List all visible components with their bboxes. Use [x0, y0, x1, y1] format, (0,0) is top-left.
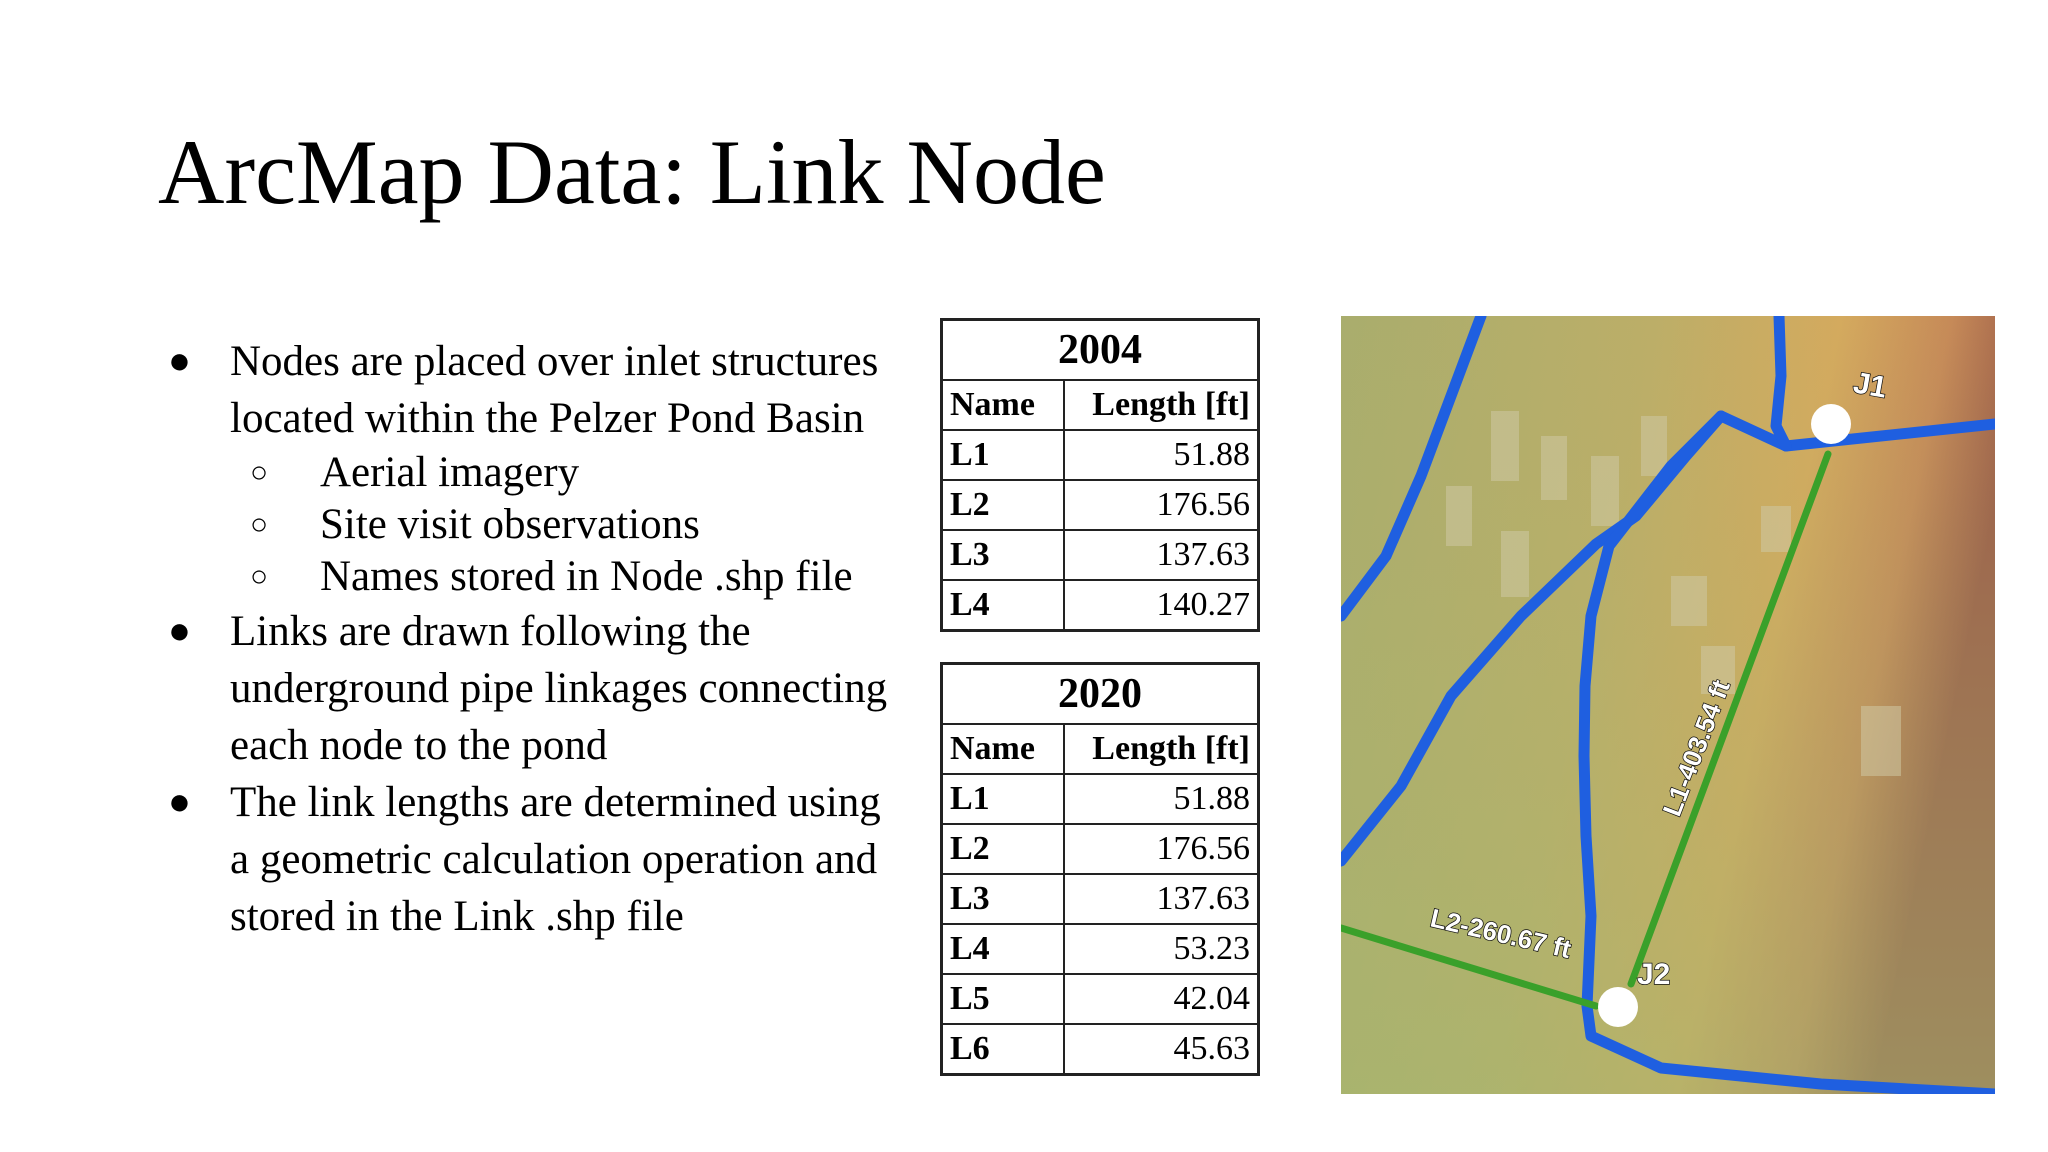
cell-length: 137.63: [1064, 874, 1259, 924]
cell-length: 140.27: [1064, 580, 1259, 631]
slide-title: ArcMap Data: Link Node: [158, 121, 1106, 223]
bullet-list: [160, 333, 900, 945]
sub-bullet-site-visit: [160, 499, 900, 551]
cell-name: L6: [942, 1024, 1065, 1075]
cell-length: 45.63: [1064, 1024, 1259, 1075]
bullet-dot: ●: [168, 610, 191, 652]
header-name: Name: [942, 380, 1065, 430]
table-year: 2004: [942, 320, 1259, 381]
cell-name: L3: [942, 874, 1065, 924]
table-row: [942, 774, 1259, 824]
bullet-dot: ●: [168, 340, 191, 382]
bullet-links: [160, 603, 900, 774]
link-l1-label: L1-403.54 ft: [1656, 675, 1736, 821]
link-node-map: [1341, 316, 1995, 1094]
bullet-lengths-text: The link lengths are determined using a geometric calculation operation and stored in the Link .shp file: [230, 779, 881, 940]
sub-bullet-text: Aerial imagery: [320, 449, 580, 496]
sub-bullet-names: [160, 551, 900, 603]
cell-name: L2: [942, 480, 1065, 530]
sub-bullet-circle: ○: [250, 560, 269, 593]
table-row: [942, 1024, 1259, 1075]
table-row: [942, 480, 1259, 530]
sub-bullet-circle: ○: [250, 456, 269, 489]
header-length: Length [ft]: [1064, 724, 1259, 774]
cell-name: L1: [942, 774, 1065, 824]
cell-name: L2: [942, 824, 1065, 874]
sub-bullet-text: Names stored in Node .shp file: [320, 553, 853, 600]
table-row: [942, 924, 1259, 974]
table-row: [942, 874, 1259, 924]
node-j2-label: J2: [1637, 958, 1671, 991]
header-name: Name: [942, 724, 1065, 774]
table-year: 2020: [942, 664, 1259, 725]
sub-bullet-circle: ○: [250, 508, 269, 541]
cell-name: L4: [942, 580, 1065, 631]
sub-bullet-aerial: [160, 447, 900, 499]
table-2004: [940, 318, 1260, 632]
node-j2-marker: [1598, 987, 1638, 1027]
cell-length: 53.23: [1064, 924, 1259, 974]
bullet-links-text: Links are drawn following the underground pipe linkages connecting each node to the pond: [230, 608, 888, 769]
cell-length: 42.04: [1064, 974, 1259, 1024]
bullet-nodes: [160, 333, 900, 447]
cell-length: 51.88: [1064, 774, 1259, 824]
cell-name: L1: [942, 430, 1065, 480]
bullet-lengths: [160, 774, 900, 945]
bullet-dot: ●: [168, 781, 191, 823]
header-length: Length [ft]: [1064, 380, 1259, 430]
table-row: [942, 580, 1259, 631]
node-j1-label: J1: [1850, 366, 1890, 405]
table-row: [942, 530, 1259, 580]
link-l2-label: L2-260.67 ft: [1427, 902, 1574, 965]
table-row: [942, 974, 1259, 1024]
cell-length: 176.56: [1064, 480, 1259, 530]
node-j1-marker: [1811, 404, 1851, 444]
cell-name: L3: [942, 530, 1065, 580]
cell-name: L5: [942, 974, 1065, 1024]
table-row: [942, 430, 1259, 480]
cell-length: 51.88: [1064, 430, 1259, 480]
cell-name: L4: [942, 924, 1065, 974]
bullet-nodes-text: Nodes are placed over inlet structures located within the Pelzer Pond Basin: [230, 338, 879, 442]
table-2020: [940, 662, 1260, 1076]
table-row: [942, 824, 1259, 874]
cell-length: 137.63: [1064, 530, 1259, 580]
cell-length: 176.56: [1064, 824, 1259, 874]
sub-bullet-text: Site visit observations: [320, 501, 700, 548]
